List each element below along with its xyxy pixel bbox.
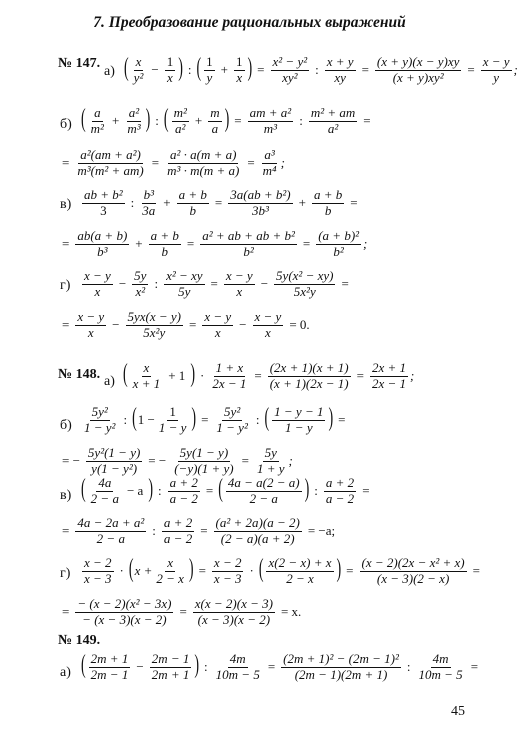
part-label: б) [60, 117, 72, 132]
part-label: г) [60, 566, 71, 581]
expr-148b-2: = − $\frac{\text{5y²(1 − y)}}{\text{y(1 − y²)}}$ = − $\frac{5y(1 - y)}{(-y)(1 + y)}$ = $\frac{5y}{1 + y}$ ; [62, 445, 293, 476]
problem-number: № 147. [58, 56, 101, 71]
expr-147b-1: ( $\frac{a}{\text{m²}}$ + $\frac{\text{a²}}{\text{m³}}$ ) : ( $\frac{\text{m²}}{\text{a²}}$ + $\frac{m}{a}$ ) = $\frac{\text{am + a²}}{\text{m³}}$ : $\frac{\text{m² + am}}{\text{a²}}$ = [81, 105, 371, 136]
section-title: 7. Преобразование рациональных выражений [93, 14, 406, 31]
expr-147g-2: = $\frac{x - y}{x}$ − $\frac{5yx(x - y)}{\text{5x²y}}$ = $\frac{x - y}{x}$ − $\frac{x - y}{x}$ = 0. [62, 309, 310, 340]
problem-number: № 148. [58, 367, 101, 382]
expr-148b-1: $\frac{\text{5y²}}{\text{1 − y²}}$ : ( 1 − $\frac{1}{1 - y}$ ) = $\frac{\text{5y²}}{\text{1 − y²}}$ : ( $\frac{1 - y - 1}{1 - y}$ ) = [84, 404, 346, 435]
expr-147v-1: $\frac{\text{ab + b²}}{3}$ : $\frac{\text{b³}}{3a}$ + $\frac{a + b}{b}$ = $\frac{\text{3a(ab + b²)}}{\text{3b³}}$ + $\frac{a + b}{b}$ = [84, 187, 358, 218]
expr-147v-2: = $\frac{ab(a + b)}{\text{b³}}$ + $\frac{a + b}{b}$ = $\frac{\text{a² + ab + ab + b²}}{\text{b²}}$ = $\frac{\text{(a + b)²}}{\text{b²}}$ ; [62, 228, 368, 259]
expr-148v-1: ( $\frac{4a}{2 - a}$ − a ) : $\frac{a + 2}{a - 2}$ = ( $\frac{4a - a(2 - a)}{2 - a}$ ) : $\frac{a + 2}{a - 2}$ = [81, 475, 370, 506]
expr-148v-2: = $\frac{\text{4a − 2a + a²}}{2 - a}$ : $\frac{a + 2}{a - 2}$ = $\frac{\text{(a² + 2a)(a − 2)}}{(2 - a)(a + 2)}$ = −a; [62, 515, 336, 546]
part-label: а) [104, 64, 115, 79]
part-label: б) [60, 418, 72, 433]
part-label: в) [60, 488, 72, 503]
problem-number: № 149. [58, 633, 101, 648]
expr-147a: ( $\frac{x}{\text{y²}}$ − $\frac{1}{x}$ ) : ( $\frac{1}{y}$ + $\frac{1}{x}$ ) = $\frac{\text{x² − y²}}{\text{xy²}}$ : $\frac{x + y}{xy}$ = $\frac{(x + y)(x - y)xy}{\text{(x + y)xy²}}$ = $\frac{x - y}{y}$ ; [124, 54, 518, 85]
expr-149a: ( $\frac{2m + 1}{2m - 1}$ − $\frac{2m - 1}{2m + 1}$ ) : $\frac{4m}{10m - 5}$ = $\frac{\text{(2m + 1)² − (2m − 1)²}}{(2m - 1)(2m + 1)}$ : $\frac{4m}{10m - 5}$ = [81, 651, 479, 682]
part-label: а) [60, 665, 71, 680]
part-label: а) [104, 374, 115, 389]
expr-148a: ( $\frac{x}{x + 1}$ + 1 ) · $\frac{1 + x}{2x - 1}$ = $\frac{(2x + 1)(x + 1)}{(x + 1)(2x - 1)}$ = $\frac{2x + 1}{2x - 1}$ ; [123, 360, 415, 391]
expr-148g-2: = $\frac{\text{− (x − 2)(x² − 3x)}}{- (x - 3)(x - 2)}$ = $\frac{x(x - 2)(x - 3)}{(x - 3)(x - 2)}$ = x. [62, 596, 302, 627]
expr-148g-1: $\frac{x - 2}{x - 3}$ · ( x + $\frac{x}{2 - x}$ ) = $\frac{x - 2}{x - 3}$ · ( $\frac{x(2 - x) + x}{2 - x}$ ) = $\frac{\text{(x − 2)(2x − x² + x)}}{(x - 3)(2 - x)}$ = [84, 555, 480, 586]
part-label: в) [60, 197, 72, 212]
expr-147b-2: = $\frac{\text{a²(am + a²)}}{\text{m³(m² + am)}}$ = $\frac{\text{a² · a(m + a)}}{\text{m³ · m(m + a)}}$ = $\frac{\text{a³}}{\text{m⁴}}$ ; [62, 147, 285, 178]
page-number: 45 [451, 704, 465, 719]
part-label: г) [60, 278, 71, 293]
expr-147g-1: $\frac{x - y}{x}$ − $\frac{5y}{\text{x²}}$ : $\frac{\text{x² − xy}}{5y}$ = $\frac{x - y}{x}$ − $\frac{\text{5y(x² − xy)}}{\text{5x²y}}$ = [84, 268, 349, 299]
